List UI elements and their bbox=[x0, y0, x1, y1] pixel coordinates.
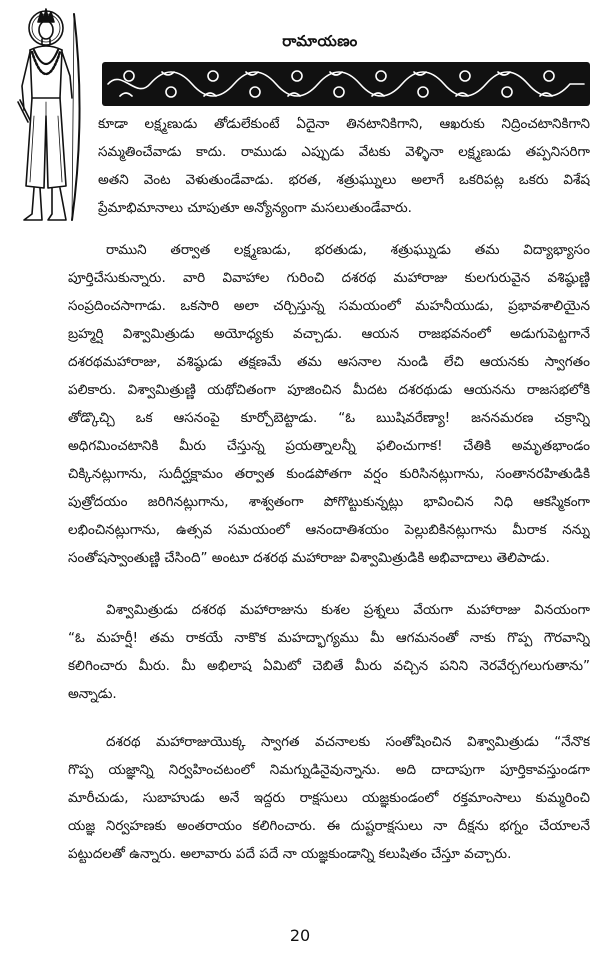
text-line: కూడా లక్ష్మణుడు తోడులేకుంటే ఏదైనా తినటానికిగాని, ఆఖరుకు నిద్రించటానికిగాని bbox=[98, 116, 590, 132]
text-line: తోడ్కొచ్చి ఒక ఆసనంపై కూర్చోబెట్టాడు. “ఓ ఋషివరేణ్యా! జననమరణ చక్రాన్ని bbox=[68, 410, 590, 426]
text-line: అతని వెంట వెళుతుండేవాడు. భరత, శత్రుఘ్నులు అలాగే ఒకరిపట్ల ఒకరు విశేష bbox=[98, 172, 590, 188]
text-line: పట్టుదలతో ఉన్నారు. అలావారు పదే పదే నా యజ్ఞకుండాన్ని కలుషితం చేస్తూ వచ్చారు. bbox=[68, 846, 512, 862]
text-line: మారీచుడు, సుబాహుడు అనే ఇద్దరు రాక్షసులు యజ్ఞకుండంలో రక్తమాంసాలు కుమ్మరించి bbox=[68, 790, 590, 806]
text-line: పుత్రోదయం జరిగినట్లుగాను, శాశ్వతంగా పోగొట్టుకున్నట్లు భావించిన నిధి ఆకస్మికంగా bbox=[68, 494, 590, 510]
text-line: రాముని తర్వాత లక్ష్మణుడు, భరతుడు, శత్రుఘ్నుడు తమ విద్యాభ్యాసం bbox=[106, 242, 590, 258]
text-line: విశ్వామిత్రుడు దశరథ మహారాజును కుశల ప్రశ్నలు వేయగా మహారాజు వినయంగా bbox=[106, 602, 590, 618]
text-line: యజ్ఞ నిర్వహణకు అంతరాయం కలిగించారు. ఈ దుష్టరాక్షసులు నా దీక్షను భగ్నం చేయాలనే bbox=[68, 818, 590, 834]
page-number: 20 bbox=[289, 926, 311, 945]
text-line: పలికారు. విశ్వామిత్రుణ్ణి యథోచితంగా పూజించిన మీదట దశరథుడు ఆయనను రాజసభలోకి bbox=[68, 382, 590, 398]
rama-illustration bbox=[8, 6, 88, 232]
text-line: అధిగమించటానికి మీరు చేస్తున్న ప్రయత్నాలన్నీ ఫలించుగాక! చేతికి అమృతభాండం bbox=[68, 438, 590, 454]
text-line: లభించినట్లుగాను, ఉత్సవ సమయంలో ఆనందాతిశయం పెల్లుబికినట్లుగాను మీరాక నన్ను bbox=[68, 522, 590, 538]
text-line: అన్నాడు. bbox=[68, 686, 117, 702]
text-line: సమ్మతించేవాడు కాదు. రాముడు ఎప్పుడు వేటకు వెళ్ళినా లక్ష్మణుడు తప్పనిసరిగా bbox=[98, 144, 590, 160]
text-line: కలిగించారు మీరు. మీ అభిలాష ఏమిటో చెబితే మీరు వచ్చిన పనిని నెరవేర్చగలుగుతాను” bbox=[68, 658, 590, 674]
text-line: బ్రహ్మర్షి విశ్వామిత్రుడు అయోధ్యకు వచ్చాడు. ఆయన రాజభవనంలో అడుగుపెట్టగానే bbox=[68, 326, 590, 342]
text-line: దశరథ మహారాజుయొక్క స్వాగత వచనాలకు సంతోషించిన విశ్వామిత్రుడు “నేనొక bbox=[106, 734, 590, 750]
text-line: గొప్ప యజ్ఞాన్ని నిర్వహించటంలో నిమగ్నుడినైవున్నాను. అది దాదాపుగా పూర్తికావస్తుండగా bbox=[68, 762, 590, 778]
text-line: చిక్కినట్లుగాను, సుదీర్ఘక్షామం తర్వాత కుండపోతగా వర్షం కురిసినట్లుగాను, సంతానరహితుడికి bbox=[68, 466, 590, 482]
decorative-border bbox=[102, 62, 590, 106]
chapter-title: రామాయణం bbox=[282, 32, 358, 50]
text-line: దశరథమహారాజు, వశిష్ఠుడు తక్షణమే తమ ఆసనాల నుండి లేచి ఆయనకు స్వాగతం bbox=[68, 354, 590, 370]
text-line: పూర్తిచేసుకున్నారు. వారి వివాహాల గురించి దశరథ మహారాజు కులగురువైన వశిష్ఠుణ్ణి bbox=[68, 270, 590, 286]
text-line: “ఓ మహర్షీ! తమ రాకయే నాకొక మహద్భాగ్యము మీ ఆగమనంతో నాకు గొప్ప గౌరవాన్ని bbox=[68, 630, 590, 646]
text-line: ప్రేమాభిమానాలు చూపుతూ అన్యోన్యంగా మసలుతుండేవారు. bbox=[98, 200, 412, 216]
text-line: సంప్రదించసాగాడు. ఒకసారి అలా చర్చిస్తున్న సమయంలో మహనీయుడు, ప్రభావశాలియైన bbox=[68, 298, 590, 314]
text-line: సంతోషస్వాంతుణ్ణి చేసింది” అంటూ దశరథ మహారాజు విశ్వామిత్రుడికి అభివాదాలు తెలిపాడు. bbox=[68, 550, 550, 566]
